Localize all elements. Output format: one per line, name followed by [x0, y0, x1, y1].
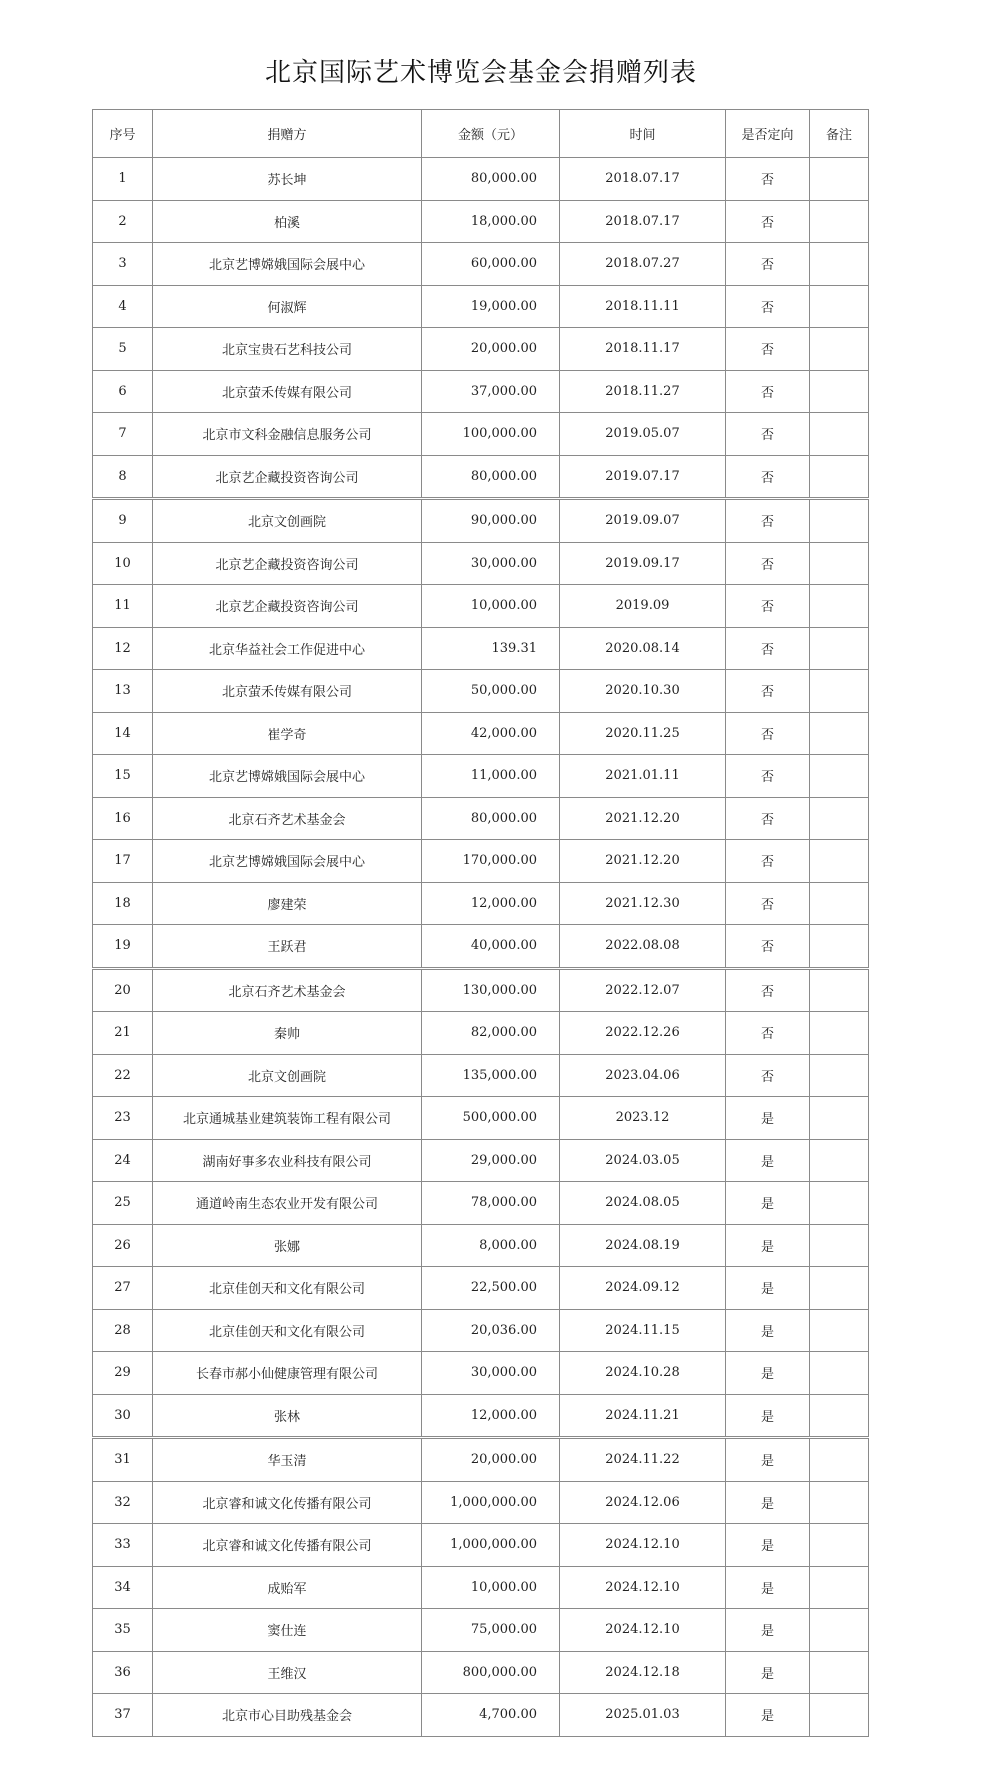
table-row	[93, 1694, 869, 1737]
cell-donor: 廖建荣	[153, 882, 422, 925]
cell-no: 7	[93, 413, 153, 456]
cell-directed: 是	[726, 1182, 810, 1225]
table-row	[93, 925, 869, 969]
cell-donor: 北京市心目助残基金会	[153, 1694, 422, 1737]
cell-directed: 否	[726, 840, 810, 883]
table-row	[93, 1651, 869, 1694]
cell-remark	[810, 1309, 869, 1352]
cell-date: 2024.10.28	[560, 1352, 726, 1395]
cell-amount: 75,000.00	[422, 1609, 560, 1652]
cell-remark	[810, 585, 869, 628]
cell-directed: 否	[726, 968, 810, 1012]
table-row	[93, 1524, 869, 1567]
cell-date: 2024.11.22	[560, 1438, 726, 1482]
cell-date: 2024.08.19	[560, 1224, 726, 1267]
cell-amount: 4,700.00	[422, 1694, 560, 1737]
cell-donor: 柏溪	[153, 200, 422, 243]
cell-donor: 华玉清	[153, 1438, 422, 1482]
cell-directed: 是	[726, 1609, 810, 1652]
cell-amount: 78,000.00	[422, 1182, 560, 1225]
cell-no: 37	[93, 1694, 153, 1737]
cell-no: 2	[93, 200, 153, 243]
cell-directed: 否	[726, 413, 810, 456]
table-row	[93, 455, 869, 499]
cell-amount: 40,000.00	[422, 925, 560, 969]
cell-no: 19	[93, 925, 153, 969]
cell-date: 2018.11.11	[560, 285, 726, 328]
cell-donor: 北京萤禾传媒有限公司	[153, 370, 422, 413]
cell-donor: 长春市郝小仙健康管理有限公司	[153, 1352, 422, 1395]
cell-directed: 否	[726, 755, 810, 798]
cell-amount: 10,000.00	[422, 1566, 560, 1609]
table-row	[93, 755, 869, 798]
cell-remark	[810, 1267, 869, 1310]
cell-directed: 是	[726, 1139, 810, 1182]
table-row	[93, 1267, 869, 1310]
cell-remark	[810, 200, 869, 243]
cell-date: 2024.12.10	[560, 1609, 726, 1652]
cell-no: 16	[93, 797, 153, 840]
table-row	[93, 882, 869, 925]
cell-donor: 北京石齐艺术基金会	[153, 797, 422, 840]
cell-amount: 20,036.00	[422, 1309, 560, 1352]
cell-remark	[810, 1566, 869, 1609]
cell-remark	[810, 1394, 869, 1438]
table-row	[93, 712, 869, 755]
cell-no: 34	[93, 1566, 153, 1609]
cell-directed: 是	[726, 1438, 810, 1482]
cell-amount: 50,000.00	[422, 670, 560, 713]
cell-donor: 北京艺企藏投资咨询公司	[153, 455, 422, 499]
cell-donor: 张娜	[153, 1224, 422, 1267]
cell-no: 28	[93, 1309, 153, 1352]
table-row	[93, 158, 869, 201]
table-row	[93, 499, 869, 543]
table-row	[93, 1139, 869, 1182]
cell-amount: 30,000.00	[422, 1352, 560, 1395]
cell-date: 2024.12.18	[560, 1651, 726, 1694]
cell-directed: 是	[726, 1352, 810, 1395]
cell-no: 32	[93, 1481, 153, 1524]
cell-no: 22	[93, 1054, 153, 1097]
cell-remark	[810, 670, 869, 713]
header-date: 时间	[560, 110, 726, 158]
cell-directed: 否	[726, 627, 810, 670]
cell-date: 2024.09.12	[560, 1267, 726, 1310]
header-directed: 是否定向	[726, 110, 810, 158]
cell-no: 21	[93, 1012, 153, 1055]
cell-no: 29	[93, 1352, 153, 1395]
cell-amount: 139.31	[422, 627, 560, 670]
cell-date: 2024.12.06	[560, 1481, 726, 1524]
cell-amount: 82,000.00	[422, 1012, 560, 1055]
cell-directed: 是	[726, 1309, 810, 1352]
cell-donor: 北京艺博嫦娥国际会展中心	[153, 755, 422, 798]
header-amount: 金额（元）	[422, 110, 560, 158]
cell-amount: 12,000.00	[422, 1394, 560, 1438]
cell-no: 31	[93, 1438, 153, 1482]
table-row	[93, 670, 869, 713]
cell-no: 1	[93, 158, 153, 201]
cell-remark	[810, 1438, 869, 1482]
cell-no: 27	[93, 1267, 153, 1310]
table-row	[93, 413, 869, 456]
cell-remark	[810, 1012, 869, 1055]
cell-date: 2021.12.20	[560, 840, 726, 883]
cell-remark	[810, 1651, 869, 1694]
cell-donor: 通道岭南生态农业开发有限公司	[153, 1182, 422, 1225]
cell-remark	[810, 925, 869, 969]
table-row	[93, 1481, 869, 1524]
donation-table-body	[93, 158, 869, 1737]
cell-no: 8	[93, 455, 153, 499]
cell-donor: 北京睿和诚文化传播有限公司	[153, 1524, 422, 1567]
cell-date: 2024.12.10	[560, 1524, 726, 1567]
table-row	[93, 370, 869, 413]
cell-no: 25	[93, 1182, 153, 1225]
cell-directed: 否	[726, 455, 810, 499]
cell-date: 2024.11.15	[560, 1309, 726, 1352]
cell-amount: 1,000,000.00	[422, 1524, 560, 1567]
table-row	[93, 797, 869, 840]
cell-no: 6	[93, 370, 153, 413]
cell-remark	[810, 1694, 869, 1737]
cell-directed: 否	[726, 712, 810, 755]
cell-no: 10	[93, 542, 153, 585]
cell-donor: 湖南好事多农业科技有限公司	[153, 1139, 422, 1182]
cell-date: 2020.08.14	[560, 627, 726, 670]
header-no: 序号	[93, 110, 153, 158]
cell-amount: 800,000.00	[422, 1651, 560, 1694]
cell-date: 2018.07.27	[560, 243, 726, 286]
cell-directed: 是	[726, 1267, 810, 1310]
cell-amount: 18,000.00	[422, 200, 560, 243]
cell-directed: 否	[726, 499, 810, 543]
cell-donor: 北京宝贵石艺科技公司	[153, 328, 422, 371]
cell-directed: 否	[726, 243, 810, 286]
cell-amount: 8,000.00	[422, 1224, 560, 1267]
cell-directed: 否	[726, 542, 810, 585]
cell-donor: 北京睿和诚文化传播有限公司	[153, 1481, 422, 1524]
cell-amount: 19,000.00	[422, 285, 560, 328]
cell-donor: 北京艺博嫦娥国际会展中心	[153, 840, 422, 883]
cell-directed: 是	[726, 1224, 810, 1267]
cell-no: 33	[93, 1524, 153, 1567]
page-title: 北京国际艺术博览会基金会捐赠列表	[264, 58, 697, 88]
cell-remark	[810, 968, 869, 1012]
cell-no: 3	[93, 243, 153, 286]
cell-donor: 北京文创画院	[153, 499, 422, 543]
cell-donor: 北京佳创天和文化有限公司	[153, 1267, 422, 1310]
table-row	[93, 1352, 869, 1395]
cell-donor: 秦帅	[153, 1012, 422, 1055]
cell-remark	[810, 285, 869, 328]
cell-directed: 否	[726, 200, 810, 243]
cell-remark	[810, 712, 869, 755]
cell-remark	[810, 1139, 869, 1182]
cell-donor: 王维汉	[153, 1651, 422, 1694]
cell-amount: 90,000.00	[422, 499, 560, 543]
cell-no: 36	[93, 1651, 153, 1694]
cell-directed: 是	[726, 1481, 810, 1524]
table-row	[93, 968, 869, 1012]
cell-date: 2020.10.30	[560, 670, 726, 713]
cell-remark	[810, 797, 869, 840]
donation-table-container	[92, 109, 868, 1737]
cell-directed: 是	[726, 1566, 810, 1609]
cell-no: 26	[93, 1224, 153, 1267]
cell-donor: 崔学奇	[153, 712, 422, 755]
cell-date: 2022.12.26	[560, 1012, 726, 1055]
cell-no: 12	[93, 627, 153, 670]
cell-no: 23	[93, 1097, 153, 1140]
cell-amount: 22,500.00	[422, 1267, 560, 1310]
table-row	[93, 1012, 869, 1055]
cell-directed: 否	[726, 925, 810, 969]
header-donor: 捐赠方	[153, 110, 422, 158]
table-row	[93, 1054, 869, 1097]
donation-table	[92, 109, 869, 1737]
cell-amount: 20,000.00	[422, 328, 560, 371]
cell-amount: 130,000.00	[422, 968, 560, 1012]
cell-date: 2019.07.17	[560, 455, 726, 499]
cell-date: 2022.12.07	[560, 968, 726, 1012]
cell-remark	[810, 243, 869, 286]
cell-no: 35	[93, 1609, 153, 1652]
cell-remark	[810, 1097, 869, 1140]
cell-no: 13	[93, 670, 153, 713]
cell-date: 2025.01.03	[560, 1694, 726, 1737]
cell-remark	[810, 499, 869, 543]
table-row	[93, 1394, 869, 1438]
table-row	[93, 1097, 869, 1140]
cell-date: 2020.11.25	[560, 712, 726, 755]
cell-no: 5	[93, 328, 153, 371]
cell-directed: 否	[726, 882, 810, 925]
cell-directed: 否	[726, 1012, 810, 1055]
cell-amount: 30,000.00	[422, 542, 560, 585]
cell-amount: 10,000.00	[422, 585, 560, 628]
table-header-row	[93, 110, 869, 158]
cell-directed: 否	[726, 370, 810, 413]
cell-no: 11	[93, 585, 153, 628]
cell-no: 30	[93, 1394, 153, 1438]
cell-remark	[810, 627, 869, 670]
cell-amount: 42,000.00	[422, 712, 560, 755]
table-row	[93, 243, 869, 286]
cell-directed: 否	[726, 670, 810, 713]
table-row	[93, 542, 869, 585]
cell-amount: 20,000.00	[422, 1438, 560, 1482]
cell-donor: 张林	[153, 1394, 422, 1438]
cell-donor: 王跃君	[153, 925, 422, 969]
cell-directed: 否	[726, 158, 810, 201]
cell-remark	[810, 1481, 869, 1524]
cell-no: 17	[93, 840, 153, 883]
cell-directed: 否	[726, 328, 810, 371]
cell-remark	[810, 542, 869, 585]
cell-amount: 12,000.00	[422, 882, 560, 925]
table-row	[93, 1309, 869, 1352]
cell-donor: 北京华益社会工作促进中心	[153, 627, 422, 670]
cell-remark	[810, 1182, 869, 1225]
cell-no: 15	[93, 755, 153, 798]
cell-remark	[810, 755, 869, 798]
cell-date: 2018.07.17	[560, 200, 726, 243]
cell-remark	[810, 1609, 869, 1652]
cell-remark	[810, 413, 869, 456]
cell-no: 24	[93, 1139, 153, 1182]
cell-date: 2021.01.11	[560, 755, 726, 798]
cell-date: 2019.09.07	[560, 499, 726, 543]
cell-amount: 29,000.00	[422, 1139, 560, 1182]
cell-directed: 是	[726, 1651, 810, 1694]
table-row	[93, 585, 869, 628]
cell-amount: 1,000,000.00	[422, 1481, 560, 1524]
cell-no: 4	[93, 285, 153, 328]
cell-date: 2022.08.08	[560, 925, 726, 969]
cell-date: 2018.11.27	[560, 370, 726, 413]
cell-date: 2019.05.07	[560, 413, 726, 456]
cell-remark	[810, 882, 869, 925]
cell-date: 2019.09	[560, 585, 726, 628]
cell-date: 2018.11.17	[560, 328, 726, 371]
cell-amount: 135,000.00	[422, 1054, 560, 1097]
cell-remark	[810, 840, 869, 883]
cell-directed: 否	[726, 1054, 810, 1097]
cell-remark	[810, 370, 869, 413]
table-row	[93, 627, 869, 670]
cell-remark	[810, 455, 869, 499]
table-row	[93, 1566, 869, 1609]
cell-date: 2024.08.05	[560, 1182, 726, 1225]
cell-donor: 北京艺博嫦娥国际会展中心	[153, 243, 422, 286]
cell-donor: 北京石齐艺术基金会	[153, 968, 422, 1012]
cell-amount: 100,000.00	[422, 413, 560, 456]
table-row	[93, 1224, 869, 1267]
cell-donor: 北京通城基业建筑装饰工程有限公司	[153, 1097, 422, 1140]
cell-amount: 80,000.00	[422, 158, 560, 201]
cell-donor: 苏长坤	[153, 158, 422, 201]
cell-amount: 11,000.00	[422, 755, 560, 798]
cell-remark	[810, 1524, 869, 1567]
table-row	[93, 1182, 869, 1225]
cell-date: 2024.11.21	[560, 1394, 726, 1438]
cell-directed: 否	[726, 585, 810, 628]
table-row	[93, 200, 869, 243]
cell-remark	[810, 1352, 869, 1395]
cell-date: 2024.12.10	[560, 1566, 726, 1609]
cell-donor: 北京艺企藏投资咨询公司	[153, 585, 422, 628]
cell-date: 2023.12	[560, 1097, 726, 1140]
cell-date: 2024.03.05	[560, 1139, 726, 1182]
cell-date: 2023.04.06	[560, 1054, 726, 1097]
cell-donor: 北京市文科金融信息服务公司	[153, 413, 422, 456]
cell-remark	[810, 1224, 869, 1267]
cell-directed: 是	[726, 1394, 810, 1438]
cell-remark	[810, 328, 869, 371]
cell-donor: 北京萤禾传媒有限公司	[153, 670, 422, 713]
cell-amount: 80,000.00	[422, 797, 560, 840]
cell-date: 2018.07.17	[560, 158, 726, 201]
cell-amount: 500,000.00	[422, 1097, 560, 1140]
cell-no: 9	[93, 499, 153, 543]
cell-donor: 成贻军	[153, 1566, 422, 1609]
cell-donor: 北京佳创天和文化有限公司	[153, 1309, 422, 1352]
cell-donor: 北京文创画院	[153, 1054, 422, 1097]
cell-amount: 37,000.00	[422, 370, 560, 413]
cell-donor: 北京艺企藏投资咨询公司	[153, 542, 422, 585]
table-row	[93, 285, 869, 328]
cell-directed: 是	[726, 1097, 810, 1140]
cell-amount: 80,000.00	[422, 455, 560, 499]
cell-no: 14	[93, 712, 153, 755]
cell-directed: 是	[726, 1694, 810, 1737]
cell-directed: 否	[726, 285, 810, 328]
table-row	[93, 1438, 869, 1482]
cell-date: 2021.12.20	[560, 797, 726, 840]
cell-date: 2021.12.30	[560, 882, 726, 925]
table-row	[93, 1609, 869, 1652]
cell-amount: 170,000.00	[422, 840, 560, 883]
cell-directed: 是	[726, 1524, 810, 1567]
cell-remark	[810, 158, 869, 201]
table-row	[93, 328, 869, 371]
cell-donor: 何淑辉	[153, 285, 422, 328]
cell-no: 18	[93, 882, 153, 925]
cell-date: 2019.09.17	[560, 542, 726, 585]
cell-remark	[810, 1054, 869, 1097]
table-row	[93, 840, 869, 883]
header-remark: 备注	[810, 110, 869, 158]
cell-directed: 否	[726, 797, 810, 840]
cell-no: 20	[93, 968, 153, 1012]
cell-donor: 窦仕连	[153, 1609, 422, 1652]
cell-amount: 60,000.00	[422, 243, 560, 286]
